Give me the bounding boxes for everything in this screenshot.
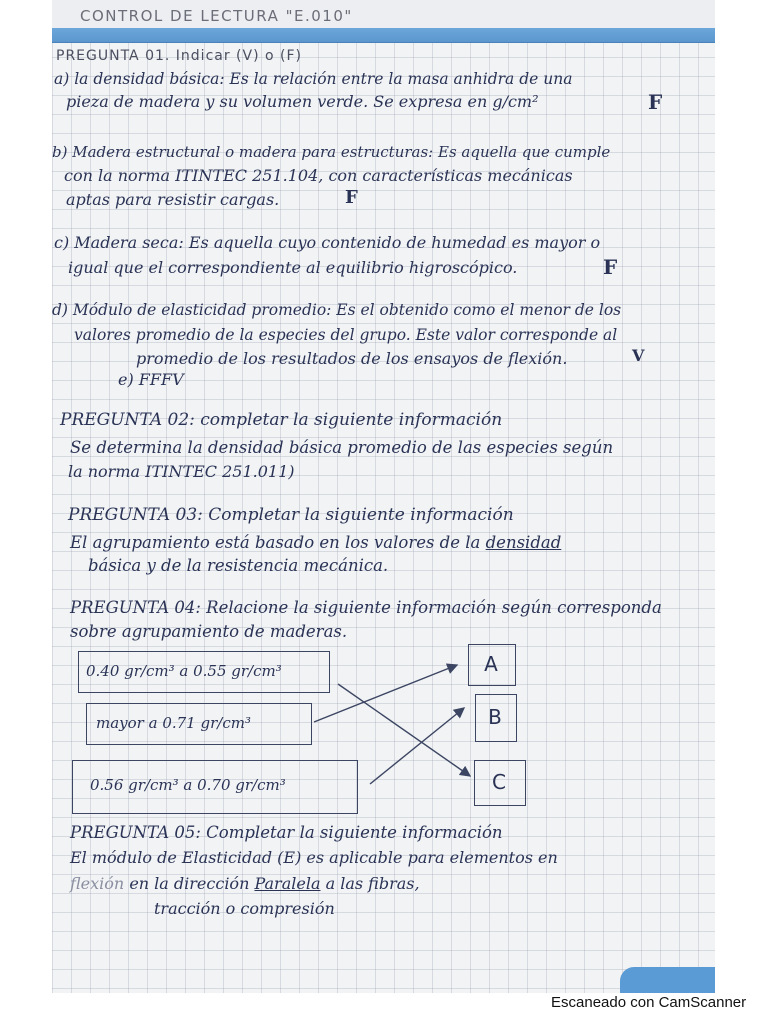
- q1-item-c-answer: F: [603, 255, 618, 279]
- q3-answer-blank: densidad: [485, 533, 562, 552]
- scanner-watermark: Escaneado con CamScanner: [551, 994, 747, 1011]
- q1-item-b-line3: aptas para resistir cargas.: [66, 190, 280, 209]
- q5-line3: tracción o compresión: [154, 899, 335, 918]
- q5-line1: El módulo de Elasticidad (E) es aplicable para elementos en: [70, 848, 558, 867]
- q1-item-a-line1: a) la densidad básica: Es la relación entre la masa anhidra de una: [54, 70, 573, 88]
- arrow-range3-to-b: [370, 708, 464, 784]
- q2-line2: la norma ITINTEC 251.011): [68, 462, 295, 481]
- density-range-3: 0.56 gr/cm³ a 0.70 gr/cm³: [90, 776, 286, 794]
- q5-line2: [70, 874, 420, 894]
- q1-item-c-line1: c) Madera seca: Es aquella cuyo contenido de humedad es mayor o: [54, 233, 601, 252]
- q3-heading: PREGUNTA 03: Completar la siguiente información: [68, 505, 514, 525]
- arrow-range2-to-a: [314, 665, 457, 722]
- q5-heading: PREGUNTA 05: Completar la siguiente información: [70, 823, 503, 842]
- q5-line2-end: a las fibras,: [325, 874, 420, 893]
- q1-item-e: e) FFFV: [118, 370, 184, 389]
- q1-item-d-line1: d) Módulo de elasticidad promedio: Es el obtenido como el menor de los: [52, 301, 622, 319]
- q3-line2: básica y de la resistencia mecánica.: [88, 556, 389, 575]
- q1-item-b-line2: con la norma ITINTEC 251.104, con características mecánicas: [64, 166, 573, 185]
- q1-item-d-line2: valores promedio de la especies del grupo. Este valor corresponde al: [74, 326, 618, 344]
- q1-item-c-line2: igual que el correspondiente al equilibrio higroscópico.: [68, 258, 518, 277]
- q3-line1-text: El agrupamiento está basado en los valores de la: [70, 533, 481, 552]
- q1-item-b-answer: F: [345, 187, 358, 208]
- arrow-range1-to-c: [338, 684, 470, 776]
- q4-line2: sobre agrupamiento de maderas.: [70, 622, 348, 641]
- q4-heading: PREGUNTA 04: Relacione la siguiente información según corresponda: [70, 598, 662, 617]
- density-range-2: mayor a 0.71 gr/cm³: [96, 714, 251, 732]
- page-corner-tab: [620, 967, 715, 993]
- density-range-1: 0.40 gr/cm³ a 0.55 gr/cm³: [86, 662, 282, 680]
- group-a-label: A: [484, 652, 498, 676]
- q1-item-b-line1: b) Madera estructural o madera para estructuras: Es aquella que cumple: [52, 143, 611, 161]
- group-c-label: C: [492, 770, 506, 794]
- q1-heading: PREGUNTA 01. Indicar (V) o (F): [56, 48, 302, 64]
- q2-line1: Se determina la densidad básica promedio de las especies según: [70, 438, 614, 457]
- q1-item-d-answer: V: [632, 346, 645, 365]
- q5-crossed-word: flexión: [70, 874, 125, 893]
- q2-heading: PREGUNTA 02: completar la siguiente información: [60, 410, 503, 430]
- q5-answer-blank: Paralela: [254, 874, 321, 893]
- match-arrows: [52, 0, 715, 993]
- group-b-label: B: [488, 705, 502, 729]
- q1-item-d-line3: promedio de los resultados de los ensayos de flexión.: [136, 349, 568, 368]
- q5-line2-text: en la dirección: [129, 874, 250, 893]
- page-title: CONTROL DE LECTURA "E.010": [80, 7, 353, 25]
- notebook-page: [52, 0, 715, 993]
- q1-item-a-line2: pieza de madera y su volumen verde. Se expresa en g/cm²: [66, 92, 539, 111]
- q1-item-a-answer: F: [648, 90, 663, 114]
